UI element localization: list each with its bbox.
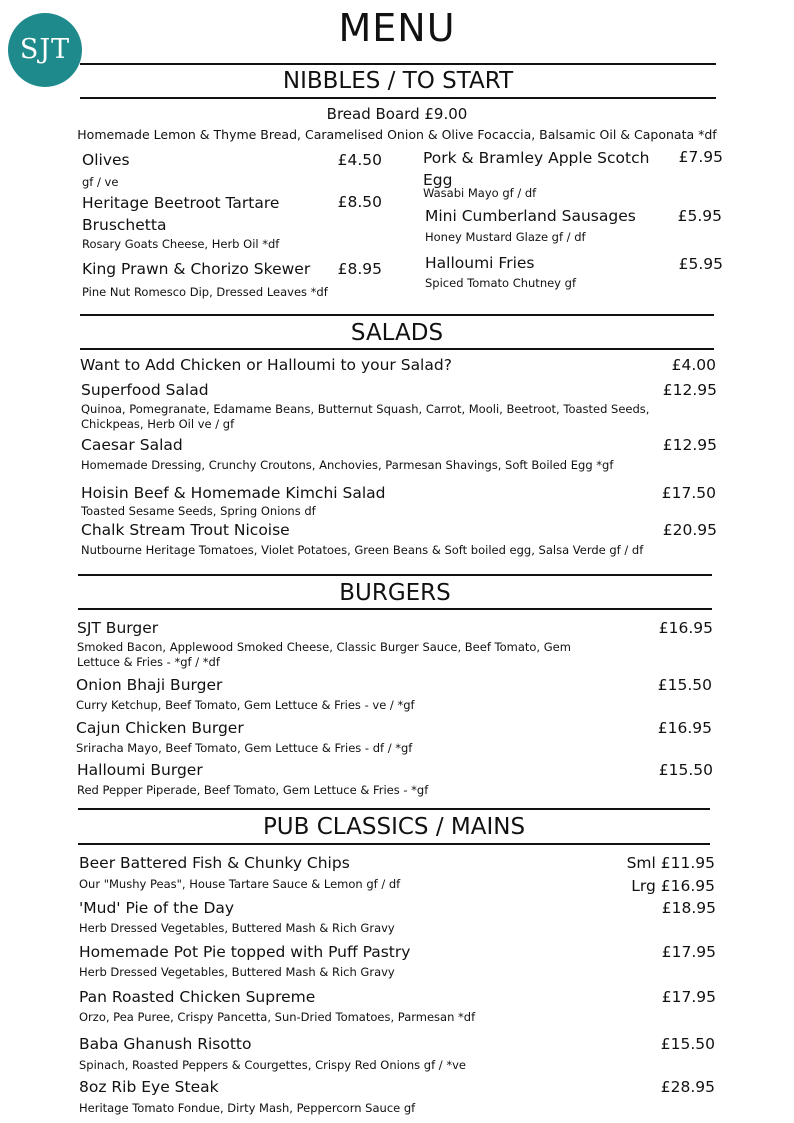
item-name: Pan Roasted Chicken Supreme xyxy=(79,988,316,1006)
item-desc: Our "Mushy Peas", House Tartare Sauce & Lemon gf / df xyxy=(79,877,401,891)
sjt-logo: SJT xyxy=(8,13,82,87)
item-name: Heritage Beetroot Tartare Bruschetta xyxy=(82,194,280,234)
item-name: Cajun Chicken Burger xyxy=(76,719,244,737)
item-name: SJT Burger xyxy=(77,619,159,637)
item-price: £17.50 xyxy=(661,484,716,502)
item-name: King Prawn & Chorizo Skewer xyxy=(82,260,311,278)
divider xyxy=(78,574,712,576)
section-title-mains: PUB CLASSICS / MAINS xyxy=(262,814,526,840)
item-price: £18.95 xyxy=(661,899,716,917)
item-desc: Rosary Goats Cheese, Herb Oil *df xyxy=(82,237,280,251)
item-desc: Sriracha Mayo, Beef Tomato, Gem Lettuce & Fries - df / *gf xyxy=(76,741,413,755)
item-name: Halloumi Fries xyxy=(425,254,535,272)
item-desc: Herb Dressed Vegetables, Buttered Mash & Rich Gravy xyxy=(79,965,395,979)
item-price: £15.50 xyxy=(657,676,712,694)
divider xyxy=(80,97,716,99)
item-desc: Wasabi Mayo gf / df xyxy=(423,186,537,200)
divider xyxy=(80,314,714,316)
item-price: £12.95 xyxy=(662,381,717,399)
item-desc: Pine Nut Romesco Dip, Dressed Leaves *df xyxy=(82,285,328,299)
item-desc: gf / ve xyxy=(82,175,119,189)
salad-addon-price: £4.00 xyxy=(671,356,716,374)
item-name: Baba Ghanush Risotto xyxy=(79,1035,252,1053)
item-price: £16.95 xyxy=(658,619,713,637)
item-name: Beer Battered Fish & Chunky Chips xyxy=(79,854,350,872)
item-price-large: Lrg £16.95 xyxy=(631,877,715,895)
item-name: 8oz Rib Eye Steak xyxy=(79,1078,219,1096)
item-price-small: Sml £11.95 xyxy=(626,854,715,872)
item-name: Halloumi Burger xyxy=(77,761,203,779)
menu-title: MENU xyxy=(338,6,456,50)
divider xyxy=(80,63,716,65)
item-name: Chalk Stream Trout Nicoise xyxy=(81,521,290,539)
item-desc: Herb Dressed Vegetables, Buttered Mash & Rich Gravy xyxy=(79,921,395,935)
item-name: 'Mud' Pie of the Day xyxy=(79,899,235,917)
section-title-salads: SALADS xyxy=(350,320,444,346)
item-price: £7.95 xyxy=(678,148,723,166)
item-desc: Red Pepper Piperade, Beef Tomato, Gem Lettuce & Fries - *gf xyxy=(77,783,429,797)
item-price: £16.95 xyxy=(657,719,712,737)
bread-board-desc: Homemade Lemon & Thyme Bread, Caramelised Onion & Olive Focaccia, Balsamic Oil & Caponata *df xyxy=(77,127,717,142)
item-price: £4.50 xyxy=(337,151,382,169)
item-price: £28.95 xyxy=(660,1078,715,1096)
item-desc: Quinoa, Pomegranate, Edamame Beans, Butternut Squash, Carrot, Mooli, Beetroot, Toasted Seeds, Chickpeas, Herb Oil ve / gf xyxy=(81,402,650,431)
item-price: £15.50 xyxy=(658,761,713,779)
bread-board-heading: Bread Board £9.00 xyxy=(326,105,468,123)
item-price: £8.95 xyxy=(337,260,382,278)
item-desc: Toasted Sesame Seeds, Spring Onions df xyxy=(81,504,316,518)
item-price: £8.50 xyxy=(337,193,382,211)
item-price: £15.50 xyxy=(660,1035,715,1053)
item-price: £17.95 xyxy=(661,943,716,961)
item-desc: Orzo, Pea Puree, Crispy Pancetta, Sun-Dried Tomatoes, Parmesan *df xyxy=(79,1010,476,1024)
salad-addon-label: Want to Add Chicken or Halloumi to your Salad? xyxy=(80,356,452,374)
item-desc: Spiced Tomato Chutney gf xyxy=(425,276,576,290)
item-desc: Homemade Dressing, Crunchy Croutons, Anchovies, Parmesan Shavings, Soft Boiled Egg *gf xyxy=(81,458,614,472)
section-title-nibbles: NIBBLES / TO START xyxy=(282,68,514,94)
item-price: £12.95 xyxy=(662,436,717,454)
item-name: Olives xyxy=(82,151,130,169)
divider xyxy=(78,843,710,845)
item-price: £5.95 xyxy=(678,255,723,273)
item-desc: Spinach, Roasted Peppers & Courgettes, Crispy Red Onions gf / *ve xyxy=(79,1058,466,1072)
item-name: Onion Bhaji Burger xyxy=(76,676,223,694)
item-name: Pork & Bramley Apple Scotch Egg xyxy=(423,149,650,189)
divider xyxy=(80,348,714,350)
item-price: £5.95 xyxy=(677,207,722,225)
item-name: Homemade Pot Pie topped with Puff Pastry xyxy=(79,943,411,961)
item-name: Hoisin Beef & Homemade Kimchi Salad xyxy=(81,484,386,502)
section-title-burgers: BURGERS xyxy=(339,580,451,606)
item-price: £17.95 xyxy=(661,988,716,1006)
item-name: Caesar Salad xyxy=(81,436,183,454)
item-desc: Smoked Bacon, Applewood Smoked Cheese, Classic Burger Sauce, Beef Tomato, Gem Lettuce & Fries - *gf / *df xyxy=(77,640,571,669)
item-desc: Heritage Tomato Fondue, Dirty Mash, Peppercorn Sauce gf xyxy=(79,1101,416,1115)
item-name: Superfood Salad xyxy=(81,381,209,399)
item-price: £20.95 xyxy=(662,521,717,539)
divider xyxy=(78,608,712,610)
item-name: Mini Cumberland Sausages xyxy=(425,207,636,225)
divider xyxy=(78,808,710,810)
item-desc: Honey Mustard Glaze gf / df xyxy=(425,230,586,244)
item-desc: Nutbourne Heritage Tomatoes, Violet Potatoes, Green Beans & Soft boiled egg, Salsa Verde gf / df xyxy=(81,543,644,557)
item-desc: Curry Ketchup, Beef Tomato, Gem Lettuce & Fries - ve / *gf xyxy=(76,698,415,712)
